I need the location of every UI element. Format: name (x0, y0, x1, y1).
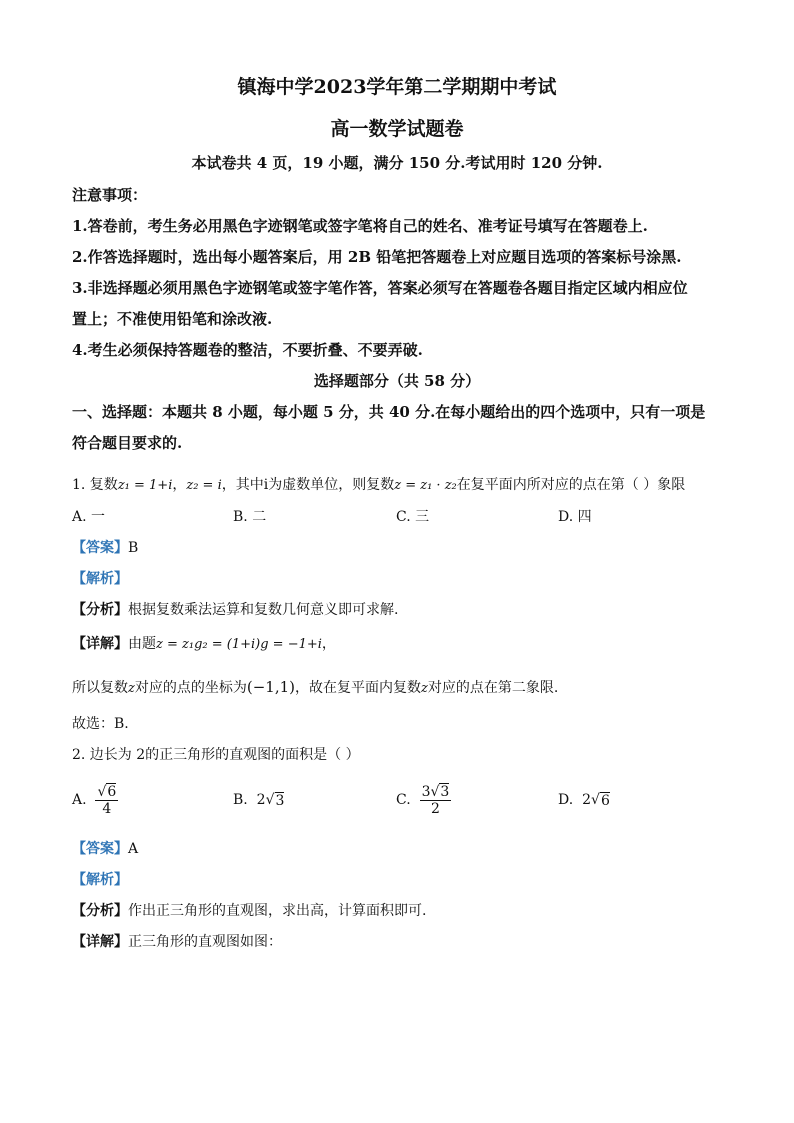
part1-line2: 符合题目要求的. (72, 434, 183, 452)
q2-answer: A (128, 841, 139, 857)
q1-option-b (233, 506, 266, 526)
q1-line2-mid2: ，故在复平面内复数 (295, 680, 421, 696)
q2-option-c-root: 3 (440, 783, 450, 800)
q1-mid: ，其中i为虚数单位，则复数 (221, 477, 395, 493)
section-title: 选择题部分（共 58 分） (313, 372, 481, 390)
q2-answer-line (72, 838, 138, 858)
q1-line2-suffix: 对应的点在第二象限. (427, 680, 559, 696)
q2-option-a-root: 6 (107, 783, 117, 800)
q2-option-d-coef: 2 (582, 792, 592, 808)
q1-suffix: 在复平面内所对应的点在第（ ）象限 (456, 477, 686, 493)
q2-option-c-label: C. (396, 792, 411, 808)
q2-fenxi-line (72, 900, 426, 920)
q2-option-a (72, 778, 118, 822)
q1-line2-prefix: 所以复数 (72, 680, 128, 696)
q2-detail-line (72, 931, 282, 951)
q1-detail-line (72, 633, 336, 653)
part1-line1: 一、选择题：本题共 8 小题，每小题 5 分，共 40 分.在每小题给出的四个选项中，只有一项是 (72, 403, 706, 421)
q1-detail-math: z = z₁g₂ = (1+i)g = −1+i (156, 637, 322, 652)
exam-info: 本试卷共 4 页，19 小题，满分 150 分.考试用时 120 分钟. (191, 154, 603, 172)
q1-option-a-label: A. (72, 509, 87, 525)
q1-option-d (558, 506, 592, 526)
notice-heading: 注意事项： (72, 186, 148, 204)
notice-item-3: 3.非选择题必须用黑色字迹钢笔或签字笔作答，答案必须写在答题卷各题目指定区域内相应位 (72, 279, 688, 297)
q2-option-c-frac (420, 784, 452, 817)
notice-item-2: 2.作答选择题时，选出每小题答案后，用 2B 铅笔把答题卷上对应题目选项的答案标号涂黑. (72, 248, 682, 266)
q2-option-a-den: 4 (102, 800, 112, 817)
q1-fenxi-tag: 【分析】 (72, 602, 128, 618)
exam-subtitle: 高一数学试题卷 (330, 118, 464, 140)
q1-option-c (396, 506, 429, 526)
q1-fenxi: 根据复数乘法运算和复数几何意义即可求解. (128, 602, 399, 618)
q2-option-c-coef: 3 (421, 783, 431, 800)
q1-detail-line2 (72, 677, 558, 697)
q1-option-a-text: 一 (91, 509, 106, 525)
q1-z2: z₂ = i (186, 478, 222, 493)
q1-option-a (72, 506, 105, 526)
q1-stem (72, 474, 685, 494)
notice-item-3-cont: 置上；不准使用铅笔和涂改液. (72, 310, 273, 328)
q1-option-b-text: 二 (252, 509, 267, 525)
q1-option-c-label: C. (396, 509, 411, 525)
exam-title: 镇海中学2023学年第二学期期中考试 (237, 76, 557, 98)
q1-line2-mid: 对应的点的坐标为 (134, 680, 247, 696)
q1-answer-line (72, 537, 138, 557)
q2-option-b-coef: 2 (256, 792, 266, 808)
q1-comma: ， (172, 477, 187, 493)
q1-option-d-label: D. (558, 509, 574, 525)
q2-option-d-root: 6 (600, 792, 610, 809)
q2-option-c-num: 3√3 (421, 783, 450, 800)
q1-option-d-text: 四 (577, 509, 592, 525)
q2-option-a-frac (95, 784, 118, 817)
q2-option-a-label: A. (72, 792, 87, 808)
q1-fenxi-line (72, 599, 398, 619)
q2-option-b: B. 2 √ 3 (233, 792, 285, 809)
q1-detail-suffix: ， (321, 636, 336, 652)
notice-item-1: 1.答卷前，考生务必用黑色字迹钢笔或签字笔将自己的姓名、准考证号填写在答题卷上. (72, 217, 648, 235)
q2-option-d-label: D. (558, 792, 574, 808)
q1-option-b-label: B. (233, 509, 248, 525)
q2-detail: 正三角形的直观图如图： (128, 934, 282, 950)
q2-analysis-tag: 【解析】 (72, 872, 128, 888)
q2-option-b-label: B. (233, 792, 248, 808)
q1-detail-prefix: 由题 (128, 636, 156, 652)
q2-option-b-root: 3 (275, 792, 285, 809)
q1-z: z = z₁ · z₂ (394, 478, 457, 493)
q1-line2-z: z (128, 681, 135, 696)
q2-option-c-den: 2 (431, 800, 440, 817)
q1-z1: z₁ = 1+i (117, 478, 173, 493)
q1-answer: B (128, 540, 139, 556)
q1-analysis-tag: 【解析】 (72, 571, 128, 587)
notice-item-4: 4.考生必须保持答题卷的整洁，不要折叠、不要弄破. (72, 341, 423, 359)
q1-choose: 故选：B. (72, 716, 129, 732)
q2-option-c (396, 778, 451, 822)
q1-answer-tag: 【答案】 (72, 540, 128, 556)
q1-line2-coord: (−1,1) (246, 678, 295, 696)
q1-option-c-text: 三 (415, 509, 430, 525)
q2-stem: 2. 边长为 2的正三角形的直观图的面积是（ ） (72, 747, 360, 763)
q2-fenxi: 作出正三角形的直观图，求出高，计算面积即可. (128, 903, 427, 919)
q2-option-a-num: √6 (97, 783, 117, 800)
q1-detail-tag: 【详解】 (72, 636, 128, 652)
q2-answer-tag: 【答案】 (72, 841, 128, 857)
q2-fenxi-tag: 【分析】 (72, 903, 128, 919)
q2-option-d: D. 2 √ 6 (558, 792, 610, 809)
q2-detail-tag: 【详解】 (72, 934, 128, 950)
q1-line2-z2: z (421, 681, 428, 696)
q1-prefix: 1. 复数 (72, 477, 118, 493)
